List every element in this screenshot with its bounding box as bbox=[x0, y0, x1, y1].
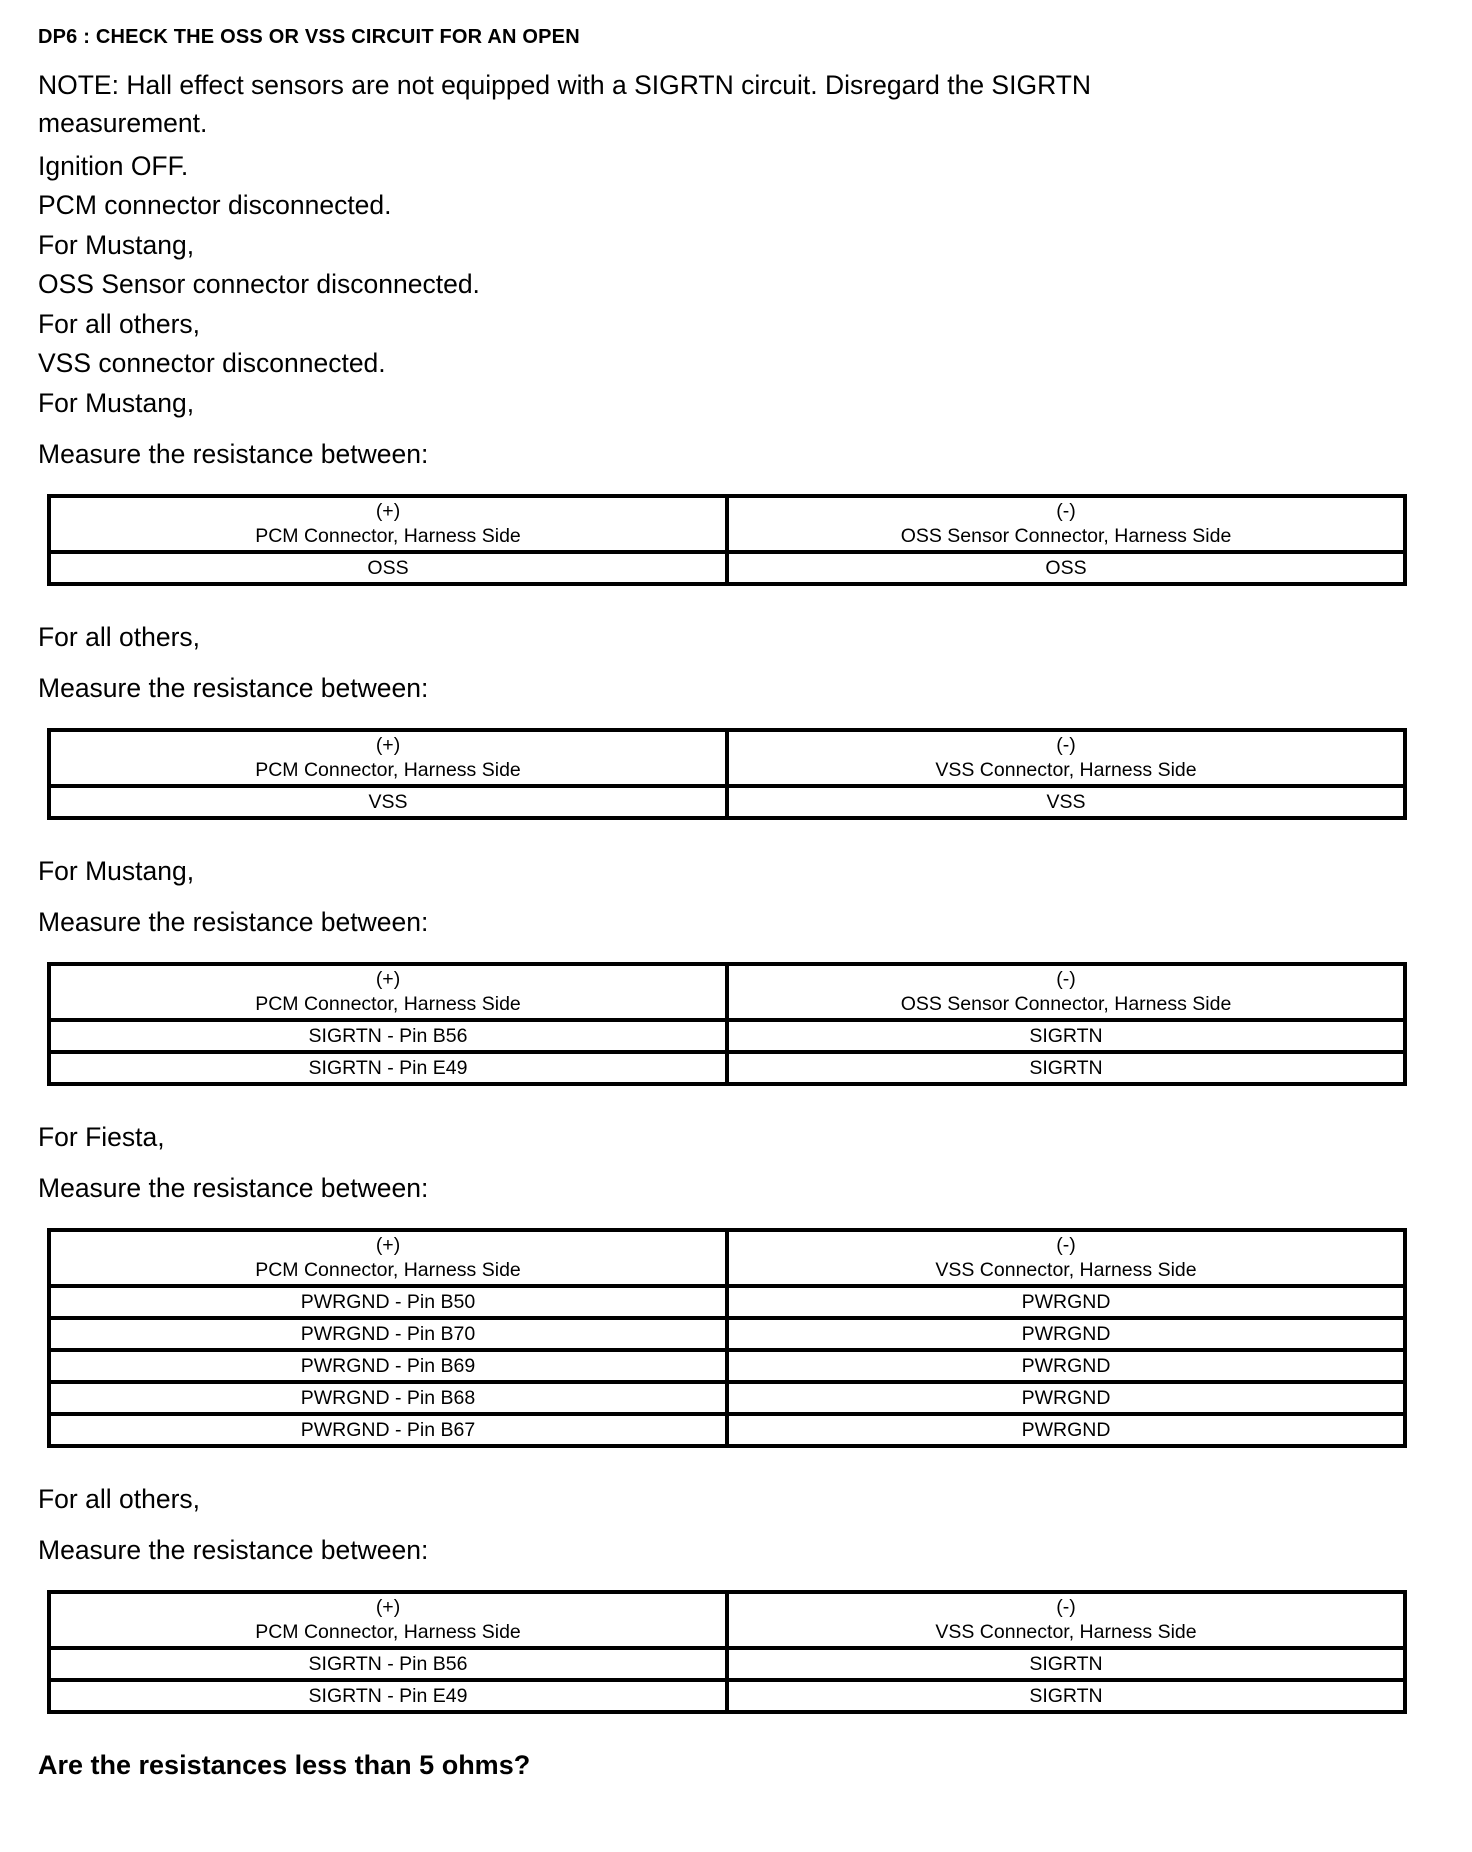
connector-label: PCM Connector, Harness Side bbox=[255, 1258, 521, 1281]
connector-label: PCM Connector, Harness Side bbox=[255, 524, 521, 547]
negative-cell: OSS bbox=[727, 552, 1405, 584]
resistance-table bbox=[47, 962, 1407, 1086]
negative-header-cell bbox=[727, 496, 1405, 552]
positive-cell: PWRGND - Pin B70 bbox=[49, 1318, 727, 1350]
resistance-table bbox=[47, 1228, 1407, 1448]
negative-cell: SIGRTN bbox=[727, 1052, 1405, 1084]
measurement-section-mustang-sigrtn bbox=[38, 856, 1408, 1086]
step-line: OSS Sensor connector disconnected. bbox=[38, 269, 480, 299]
scope-line: For all others, bbox=[38, 621, 201, 652]
positive-header-cell bbox=[49, 1230, 727, 1286]
table-row bbox=[49, 1382, 1405, 1414]
table-row bbox=[49, 1350, 1405, 1382]
scope-line: For Mustang, bbox=[38, 855, 195, 886]
scope-line: For Mustang, bbox=[38, 387, 195, 418]
instruction-line: Measure the resistance between: bbox=[38, 1172, 429, 1203]
negative-header-cell bbox=[727, 1592, 1405, 1648]
table-header-row bbox=[49, 1230, 1405, 1286]
table-header-row bbox=[49, 730, 1405, 786]
measurement-section-others-vss bbox=[38, 622, 1408, 820]
negative-header-cell bbox=[727, 964, 1405, 1020]
negative-cell: PWRGND bbox=[727, 1286, 1405, 1318]
polarity-sign: (+) bbox=[375, 733, 401, 756]
table-header-row bbox=[49, 964, 1405, 1020]
positive-cell: PWRGND - Pin B69 bbox=[49, 1350, 727, 1382]
table-row bbox=[49, 552, 1405, 584]
page-title: DP6 : CHECK THE OSS OR VSS CIRCUIT FOR AN OPEN bbox=[38, 26, 580, 48]
connector-label: VSS Connector, Harness Side bbox=[935, 1258, 1197, 1281]
table-row bbox=[49, 1286, 1405, 1318]
positive-cell: PWRGND - Pin B50 bbox=[49, 1286, 727, 1318]
negative-cell: SIGRTN bbox=[727, 1020, 1405, 1052]
negative-cell: SIGRTN bbox=[727, 1648, 1405, 1680]
connector-label: OSS Sensor Connector, Harness Side bbox=[900, 992, 1232, 1015]
table-row bbox=[49, 1052, 1405, 1084]
scope-line: For all others, bbox=[38, 1483, 201, 1514]
polarity-sign: (-) bbox=[1056, 1233, 1076, 1256]
positive-header-cell bbox=[49, 964, 727, 1020]
connector-label: OSS Sensor Connector, Harness Side bbox=[900, 524, 1232, 547]
instruction-line: Measure the resistance between: bbox=[38, 438, 429, 469]
positive-cell: SIGRTN - Pin E49 bbox=[49, 1680, 727, 1712]
question-line: Are the resistances less than 5 ohms? bbox=[38, 1749, 531, 1780]
positive-cell: SIGRTN - Pin B56 bbox=[49, 1020, 727, 1052]
positive-header-cell bbox=[49, 730, 727, 786]
positive-cell: OSS bbox=[49, 552, 727, 584]
positive-cell: SIGRTN - Pin E49 bbox=[49, 1052, 727, 1084]
step-line: For all others, bbox=[38, 308, 201, 339]
measurement-section-others-sigrtn bbox=[38, 1484, 1408, 1714]
polarity-sign: (+) bbox=[375, 1595, 401, 1618]
negative-cell: PWRGND bbox=[727, 1318, 1405, 1350]
negative-header-cell bbox=[727, 1230, 1405, 1286]
instruction-line: Measure the resistance between: bbox=[38, 906, 429, 937]
step-line: VSS connector disconnected. bbox=[38, 348, 386, 378]
positive-header-cell bbox=[49, 496, 727, 552]
connector-label: PCM Connector, Harness Side bbox=[255, 758, 521, 781]
negative-cell: VSS bbox=[727, 786, 1405, 818]
negative-cell: SIGRTN bbox=[727, 1680, 1405, 1712]
measurement-section-fiesta-pwrgnd bbox=[38, 1122, 1408, 1448]
table-header-row bbox=[49, 1592, 1405, 1648]
negative-cell: PWRGND bbox=[727, 1382, 1405, 1414]
polarity-sign: (+) bbox=[375, 499, 401, 522]
table-row bbox=[49, 1318, 1405, 1350]
table-row bbox=[49, 786, 1405, 818]
connector-label: PCM Connector, Harness Side bbox=[255, 992, 521, 1015]
polarity-sign: (-) bbox=[1056, 499, 1076, 522]
step-line: Ignition OFF. bbox=[38, 150, 189, 181]
step-line: PCM connector disconnected. bbox=[38, 190, 392, 220]
measurement-section-mustang-oss bbox=[38, 388, 1408, 586]
positive-header-cell bbox=[49, 1592, 727, 1648]
connector-label: VSS Connector, Harness Side bbox=[935, 758, 1197, 781]
positive-cell: PWRGND - Pin B68 bbox=[49, 1382, 727, 1414]
resistance-table bbox=[47, 728, 1407, 820]
connector-label: PCM Connector, Harness Side bbox=[255, 1620, 521, 1643]
note-paragraph: NOTE: Hall effect sensors are not equipped with a SIGRTN circuit. Disregard the SIGRTN measurement. bbox=[38, 70, 1092, 138]
polarity-sign: (-) bbox=[1056, 967, 1076, 990]
positive-cell: PWRGND - Pin B67 bbox=[49, 1414, 727, 1446]
table-header-row bbox=[49, 496, 1405, 552]
instruction-line: Measure the resistance between: bbox=[38, 1534, 429, 1565]
negative-cell: PWRGND bbox=[727, 1350, 1405, 1382]
instruction-line: Measure the resistance between: bbox=[38, 672, 429, 703]
connector-label: VSS Connector, Harness Side bbox=[935, 1620, 1197, 1643]
resistance-table bbox=[47, 494, 1407, 586]
step-line: For Mustang, bbox=[38, 229, 195, 260]
positive-cell: SIGRTN - Pin B56 bbox=[49, 1648, 727, 1680]
table-row bbox=[49, 1020, 1405, 1052]
scope-line: For Fiesta, bbox=[38, 1121, 165, 1152]
negative-header-cell bbox=[727, 730, 1405, 786]
table-row bbox=[49, 1680, 1405, 1712]
table-row bbox=[49, 1414, 1405, 1446]
polarity-sign: (+) bbox=[375, 1233, 401, 1256]
positive-cell: VSS bbox=[49, 786, 727, 818]
polarity-sign: (+) bbox=[375, 967, 401, 990]
table-row bbox=[49, 1648, 1405, 1680]
negative-cell: PWRGND bbox=[727, 1414, 1405, 1446]
resistance-table bbox=[47, 1590, 1407, 1714]
polarity-sign: (-) bbox=[1056, 733, 1076, 756]
polarity-sign: (-) bbox=[1056, 1595, 1076, 1618]
